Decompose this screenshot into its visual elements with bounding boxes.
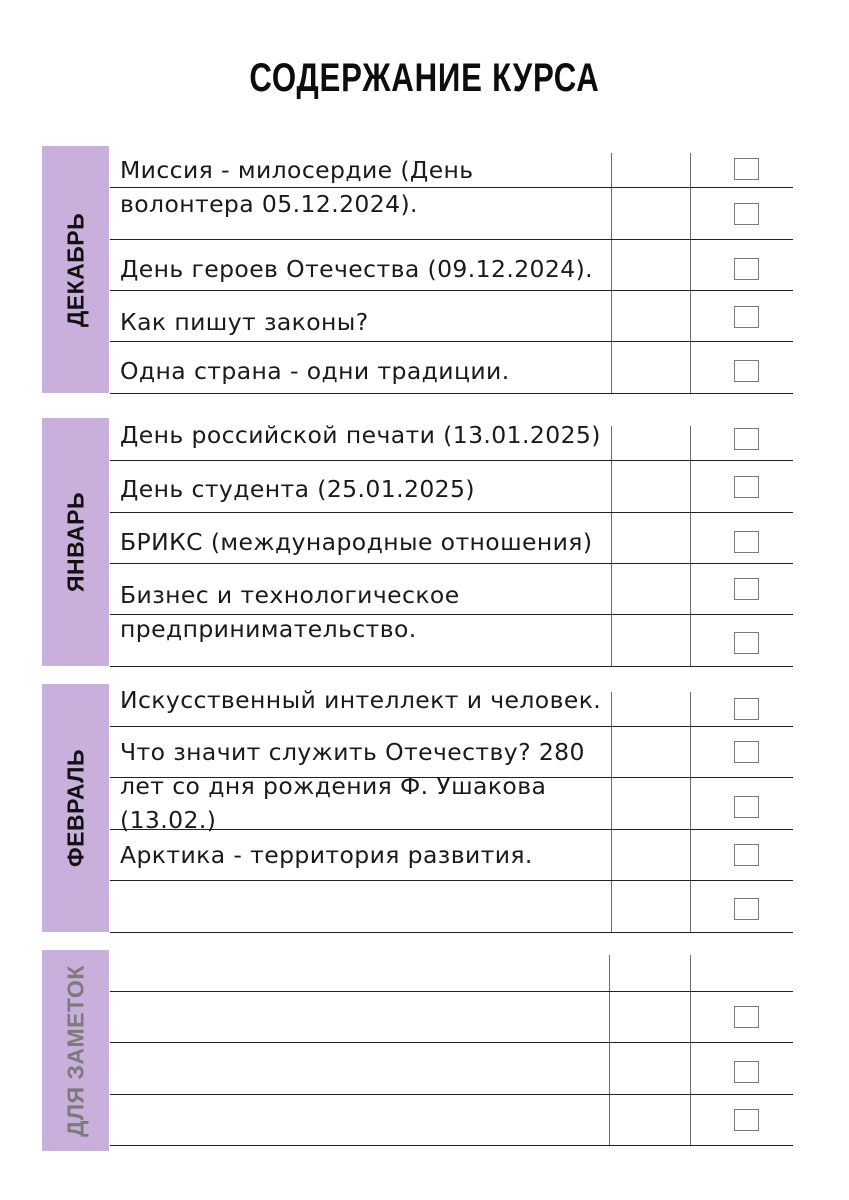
checkbox[interactable] — [734, 1109, 759, 1131]
row-divider — [110, 512, 793, 513]
column-divider — [690, 426, 691, 666]
column-divider — [690, 955, 691, 1146]
topic-text: Как пишут законы? — [120, 308, 369, 336]
row-divider — [110, 393, 793, 394]
column-divider — [690, 692, 691, 932]
row-divider — [110, 991, 793, 992]
topic-text: Искусственный интеллект и человек. — [120, 686, 602, 714]
month-bar-notes — [42, 950, 109, 1151]
checkbox[interactable] — [734, 796, 759, 818]
checkbox[interactable] — [734, 428, 759, 450]
row-divider — [110, 460, 793, 461]
row-divider — [110, 1145, 793, 1146]
checkbox[interactable] — [734, 258, 759, 280]
topic-text: Миссия - милосердие (День волонтера 05.12.2024). — [120, 156, 474, 218]
row-divider — [110, 666, 793, 667]
month-label-january: ЯНВАРЬ — [62, 491, 88, 593]
row-divider — [110, 880, 793, 881]
topic-text: День российской печати (13.01.2025) — [120, 421, 601, 449]
row-divider — [110, 1094, 793, 1095]
page-title: СОДЕРЖАНИЕ КУРСА — [249, 56, 600, 100]
row-divider — [110, 932, 793, 933]
checkbox[interactable] — [734, 531, 759, 553]
row-divider — [110, 341, 793, 342]
topic-text: День героев Отечества (09.12.2024). — [120, 255, 594, 283]
row-divider — [110, 1042, 793, 1043]
topic-text: Одна страна - одни традиции. — [120, 357, 510, 385]
topic-text: Арктика - территория развития. — [120, 841, 533, 869]
checkbox[interactable] — [734, 476, 759, 498]
topic-text: Что значит служить Отечеству? 280 лет со дня рождения Ф. Ушакова (13.02.) — [120, 738, 585, 834]
row-divider — [110, 563, 793, 564]
checkbox[interactable] — [734, 1006, 759, 1028]
checkbox[interactable] — [734, 632, 759, 654]
checkbox[interactable] — [734, 698, 759, 720]
checkbox[interactable] — [734, 578, 759, 600]
month-bar-february — [42, 684, 109, 932]
topic-text: БРИКС (международные отношения) — [120, 528, 593, 556]
month-bar-january — [42, 418, 109, 666]
column-divider — [609, 955, 610, 1146]
checkbox[interactable] — [734, 741, 759, 763]
checkbox[interactable] — [734, 1061, 759, 1083]
month-bar-december — [42, 146, 109, 393]
checkbox[interactable] — [734, 898, 759, 920]
row-divider — [110, 239, 793, 240]
checkbox[interactable] — [734, 844, 759, 866]
month-label-december: ДЕКАБРЬ — [62, 212, 88, 327]
checkbox[interactable] — [734, 203, 759, 225]
checkbox[interactable] — [734, 306, 759, 328]
month-label-february: ФЕВРАЛЬ — [62, 749, 88, 867]
month-label-notes: ДЛЯ ЗАМЕТОК — [62, 964, 88, 1137]
checkbox[interactable] — [734, 158, 759, 180]
topic-text: День студента (25.01.2025) — [120, 475, 475, 503]
row-divider — [110, 726, 793, 727]
topic-text: Бизнес и технологическое предпринимательство. — [120, 581, 460, 643]
checkbox[interactable] — [734, 360, 759, 382]
column-divider — [690, 153, 691, 393]
column-divider — [611, 692, 612, 932]
row-divider — [110, 290, 793, 291]
